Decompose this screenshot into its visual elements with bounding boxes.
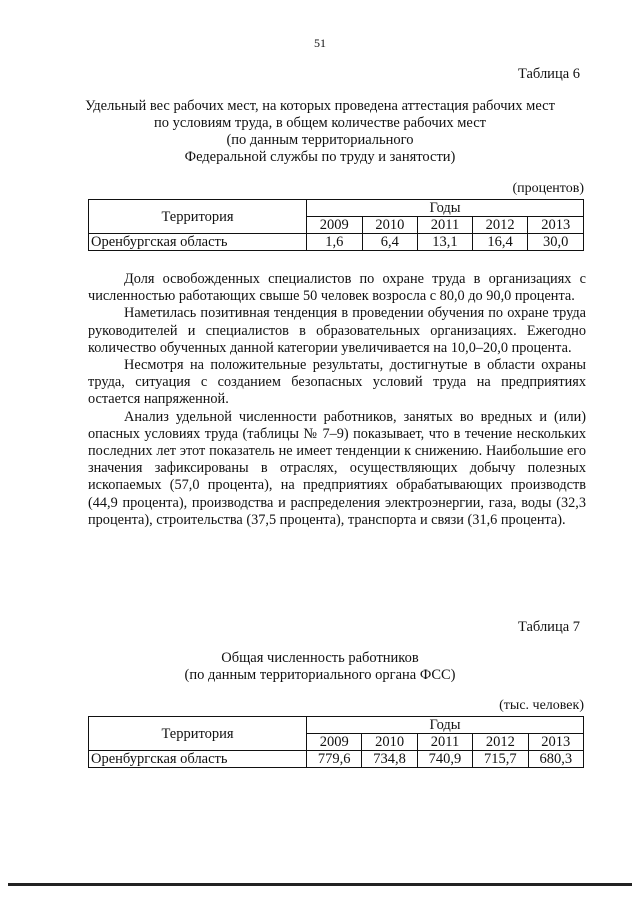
table-6-title-line: по условиям труда, в общем количестве рабочих мест [153, 115, 486, 131]
table-7-value: 740,9 [417, 751, 472, 768]
table-7-title-line: (по данным территориального органа ФСС) [184, 667, 456, 683]
table-6-value: 6,4 [362, 234, 418, 251]
table-6-row-label: Оренбургская область [89, 234, 307, 251]
table-6 [88, 199, 584, 251]
table-row [89, 234, 584, 251]
table-6-title-line: (по данным территориального [226, 132, 414, 148]
table-6-value: 1,6 [307, 234, 363, 251]
paragraph: Анализ удельной численности работников, занятых во вредных и (или) опасных условиях труда (таблицы № 7–9) показывает, что в течение нескольких последних лет этот показатель не имеет тенденции к снижению. Наибольшие его значения зафиксированы в отраслях, осуществляющих добычу полезных ископаемых (57,0 процента), на предприятиях обрабатывающих производств (44,9 процента), производства и распределения электроэнергии, газа, воды (32,3 процента), строительства (37,5 процента), транспорта и связи (31,6 процента). [88, 408, 586, 528]
table-7-year: 2013 [528, 734, 583, 751]
page-number: 51 [314, 36, 326, 50]
table-6-title [60, 98, 580, 166]
table-6-value: 13,1 [418, 234, 473, 251]
table-7-title [60, 650, 580, 684]
table-7-value: 680,3 [528, 751, 583, 768]
table-6-units: (процентов) [512, 181, 584, 196]
paragraph: Доля освобожденных специалистов по охране труда в организациях с численностью работающих свыше 50 человек возросла с 80,0 до 90,0 процента. [88, 271, 586, 305]
paragraph: Несмотря на положительные результаты, достигнутые в области охраны труда, ситуация с созданием безопасных условий труда на предприятиях остается напряженной. [88, 357, 586, 408]
table-7-year: 2012 [473, 734, 528, 751]
table-7-value: 715,7 [473, 751, 528, 768]
table-row [89, 751, 584, 768]
table-6-value: 16,4 [472, 234, 528, 251]
table-6-header-years: Годы [307, 200, 584, 217]
table-6-label: Таблица 6 [518, 66, 581, 82]
table-6-year: 2009 [307, 217, 363, 234]
table-7-units: (тыс. человек) [499, 698, 584, 713]
table-7-header-territory: Территория [89, 717, 307, 751]
body-text [88, 271, 586, 529]
table-7-title-line: Общая численность работников [221, 650, 419, 666]
table-6-value: 30,0 [528, 234, 584, 251]
table-7-header-years: Годы [307, 717, 584, 734]
table-7-label: Таблица 7 [518, 619, 581, 635]
table-7-year: 2010 [362, 734, 417, 751]
table-6-title-line: Федеральной службы по труду и занятости) [184, 149, 456, 165]
table-6-year: 2012 [472, 217, 528, 234]
table-7-row-label: Оренбургская область [89, 751, 307, 768]
table-7 [88, 716, 584, 768]
table-6-year: 2010 [362, 217, 418, 234]
table-6-year: 2013 [528, 217, 584, 234]
table-6-header-territory: Территория [89, 200, 307, 234]
table-7-value: 779,6 [307, 751, 362, 768]
table-7-year: 2009 [307, 734, 362, 751]
table-6-title-line: Удельный вес рабочих мест, на которых проведена аттестация рабочих мест [85, 98, 555, 114]
paragraph: Наметилась позитивная тенденция в проведении обучения по охране труда руководителей и специалистов в образовательных организациях. Ежегодно количество обученных данной категории увеличивается на 10,0–20,0 процента. [88, 305, 586, 356]
bottom-border-line [8, 883, 632, 886]
table-7-year: 2011 [417, 734, 472, 751]
table-6-year: 2011 [418, 217, 473, 234]
table-7-value: 734,8 [362, 751, 417, 768]
